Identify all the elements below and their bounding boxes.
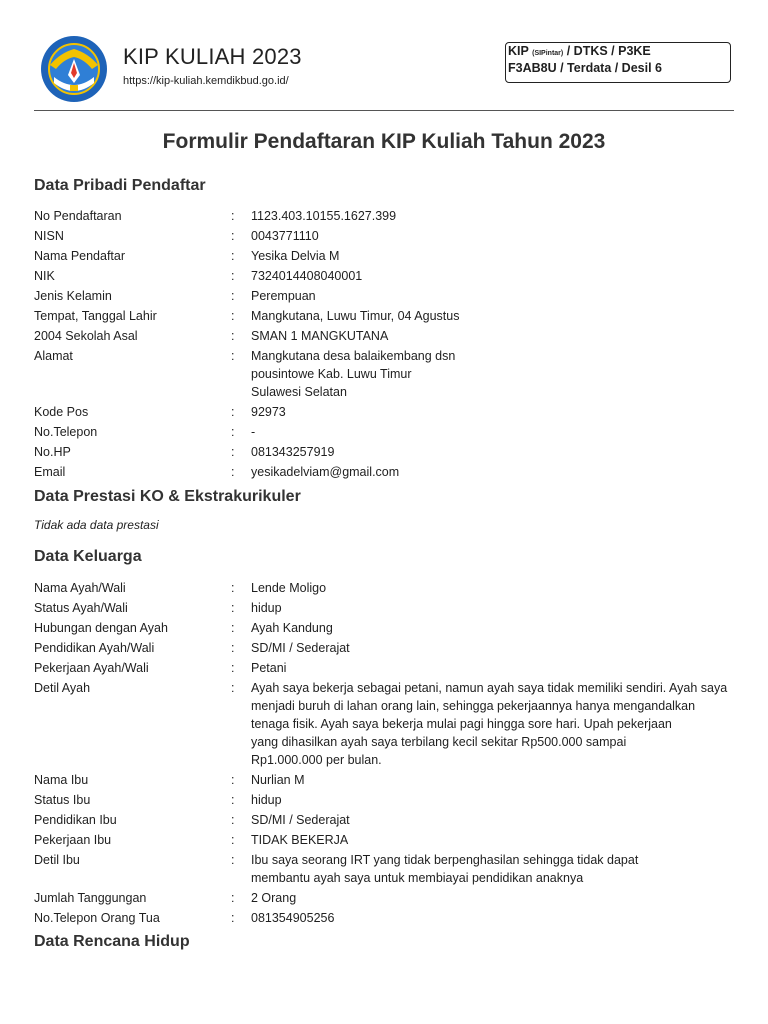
- field-value: Ayah saya bekerja sebagai petani, namun ayah saya tidak memiliki sendiri. Ayah saya menjadi buruh di lahan orang lain, sehingga pekerjaannya hanya mengandalkan tenaga fisik. Ayah saya bekerja mulai pagi hingga sore hari. Upah pekerjaan yang dihasilkan ayah saya terbilang kecil sekitar Rp500.000 sampai Rp1.000.000 per bulan.: [251, 681, 728, 767]
- field-label: Tempat, Tanggal Lahir: [34, 309, 157, 323]
- field-separator: :: [231, 911, 235, 925]
- field-separator: :: [231, 425, 235, 439]
- field-value: Ibu saya seorang IRT yang tidak berpenghasilan sehingga tidak dapat membantu ayah saya untuk membiayai pendidikan anaknya: [251, 853, 639, 885]
- field-value: Perempuan: [251, 289, 316, 303]
- app-title: KIP KULIAH 2023: [123, 44, 302, 69]
- field-label: Nama Ayah/Wali: [34, 581, 126, 595]
- field-value: Mangkutana, Luwu Timur, 04 Agustus: [251, 309, 460, 323]
- field-label: Kode Pos: [34, 405, 89, 419]
- field-separator: :: [231, 681, 235, 695]
- field-value: SD/MI / Sederajat: [251, 813, 350, 827]
- section-title-prestasi: Data Prestasi KO & Ekstrakurikuler: [34, 488, 301, 505]
- reg-program-sub: (SIPintar): [532, 50, 564, 57]
- field-value: 081343257919: [251, 445, 335, 459]
- field-separator: :: [231, 209, 235, 223]
- section-title-keluarga: Data Keluarga: [34, 548, 142, 565]
- field-value: hidup: [251, 793, 282, 807]
- field-label: Pekerjaan Ibu: [34, 833, 112, 847]
- field-value: Mangkutana desa balaikembang dsn pousintowe Kab. Luwu Timur Sulawesi Selatan: [251, 349, 456, 399]
- field-value: Nurlian M: [251, 773, 305, 787]
- field-value: hidup: [251, 601, 282, 615]
- field-value: 0043771110: [251, 229, 319, 243]
- section-title-pribadi: Data Pribadi Pendaftar: [34, 177, 206, 194]
- field-label: Detil Ibu: [34, 853, 80, 867]
- field-separator: :: [231, 465, 235, 479]
- field-label: 2004 Sekolah Asal: [34, 329, 138, 343]
- field-value: 2 Orang: [251, 891, 297, 905]
- field-value: SD/MI / Sederajat: [251, 641, 350, 655]
- field-separator: :: [231, 773, 235, 787]
- site-url: https://kip-kuliah.kemdikbud.go.id/: [123, 75, 289, 87]
- field-separator: :: [231, 309, 235, 323]
- field-separator: :: [231, 641, 235, 655]
- reg-code-status: F3AB8U / Terdata / Desil 6: [508, 61, 662, 75]
- field-value: Ayah Kandung: [251, 621, 333, 635]
- field-value: yesikadelviam@gmail.com: [251, 465, 400, 479]
- field-separator: :: [231, 349, 235, 363]
- field-separator: :: [231, 249, 235, 263]
- field-label: Jumlah Tanggungan: [34, 891, 147, 905]
- reg-program-suffix: / DTKS / P3KE: [566, 44, 651, 58]
- field-label: No.HP: [34, 445, 71, 459]
- field-label: Nama Ibu: [34, 773, 89, 787]
- field-label: NIK: [34, 269, 55, 283]
- field-label: Jenis Kelamin: [34, 289, 112, 303]
- field-label: NISN: [34, 229, 64, 243]
- field-label: Status Ibu: [34, 793, 91, 807]
- field-label: No Pendaftaran: [34, 209, 122, 223]
- field-value: -: [251, 425, 256, 439]
- field-label: Detil Ayah: [34, 681, 91, 695]
- form-title: Formulir Pendaftaran KIP Kuliah Tahun 2023: [162, 130, 606, 153]
- field-label: No.Telepon: [34, 425, 98, 439]
- field-label: Alamat: [34, 349, 73, 363]
- field-label: No.Telepon Orang Tua: [34, 911, 160, 925]
- field-separator: :: [231, 269, 235, 283]
- header-divider: [34, 110, 734, 111]
- field-label: Pekerjaan Ayah/Wali: [34, 661, 149, 675]
- field-separator: :: [231, 601, 235, 615]
- field-separator: :: [231, 813, 235, 827]
- field-separator: :: [231, 793, 235, 807]
- field-label: Nama Pendaftar: [34, 249, 126, 263]
- field-separator: :: [231, 833, 235, 847]
- field-separator: :: [231, 621, 235, 635]
- field-separator: :: [231, 853, 235, 867]
- field-value: 7324014408040001: [251, 269, 363, 283]
- reg-program: KIP: [508, 44, 529, 58]
- field-value: Petani: [251, 661, 287, 675]
- field-value: 92973: [251, 405, 286, 419]
- field-value: SMAN 1 MANGKUTANA: [251, 329, 389, 343]
- prestasi-note: Tidak ada data prestasi: [34, 518, 159, 532]
- field-label: Email: [34, 465, 66, 479]
- field-separator: :: [231, 661, 235, 675]
- section-title-rencana: Data Rencana Hidup: [34, 933, 190, 950]
- tut-wuri-handayani-logo: [36, 35, 112, 103]
- field-separator: :: [231, 581, 235, 595]
- field-separator: :: [231, 329, 235, 343]
- field-value: 081354905256: [251, 911, 335, 925]
- field-separator: :: [231, 405, 235, 419]
- field-label: Status Ayah/Wali: [34, 601, 128, 615]
- field-value: Yesika Delvia M: [251, 249, 340, 263]
- field-value: 1123.403.10155.1627.399: [251, 209, 397, 223]
- field-separator: :: [231, 289, 235, 303]
- field-separator: :: [231, 445, 235, 459]
- field-separator: :: [231, 891, 235, 905]
- field-label: Pendidikan Ibu: [34, 813, 117, 827]
- field-label: Pendidikan Ayah/Wali: [34, 641, 155, 655]
- field-value: Lende Moligo: [251, 581, 327, 595]
- field-value: TIDAK BEKERJA: [251, 833, 349, 847]
- field-separator: :: [231, 229, 235, 243]
- field-label: Hubungan dengan Ayah: [34, 621, 168, 635]
- registration-status-box: [505, 42, 731, 83]
